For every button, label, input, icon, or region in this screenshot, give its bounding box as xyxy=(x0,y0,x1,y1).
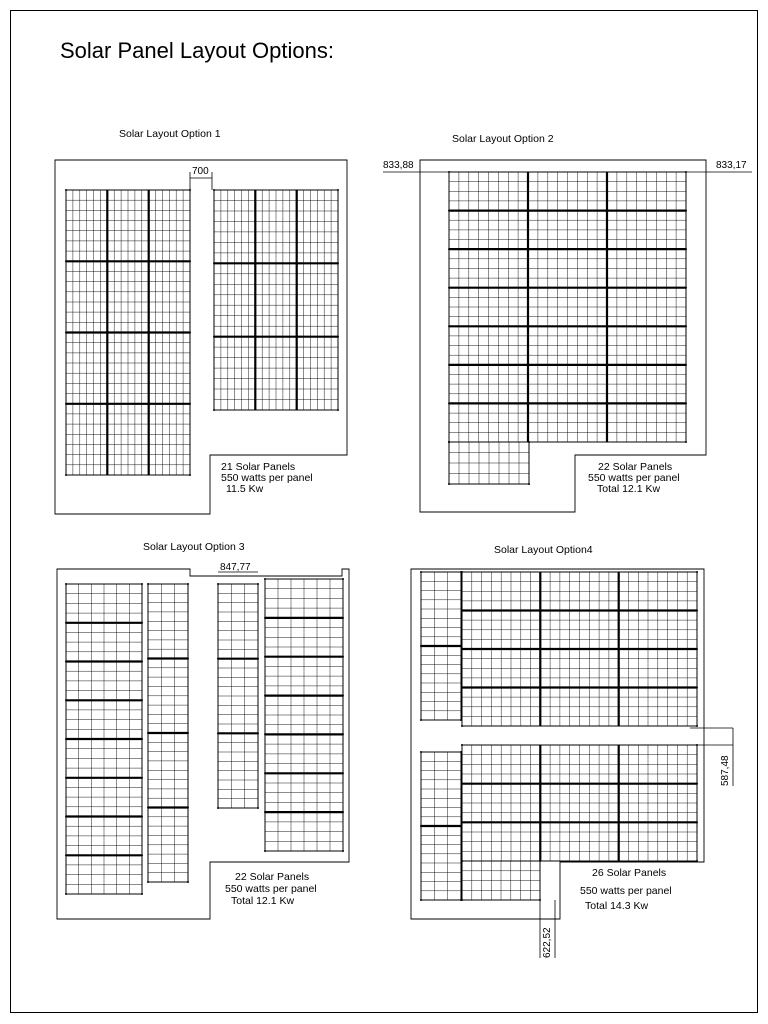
option-3-panel-array-1 xyxy=(65,583,143,895)
option-2-panel-count: 22 Solar Panels xyxy=(598,461,673,473)
option-1-panel-array-left xyxy=(65,189,191,476)
option-3-total: Total 12.1 Kw xyxy=(231,895,295,907)
option-4-label: Solar Layout Option4 xyxy=(494,544,593,556)
option-4-panel-array-main-bottom xyxy=(461,744,698,862)
option-2-panel-array-extra xyxy=(448,441,530,485)
option-3-label: Solar Layout Option 3 xyxy=(143,541,245,553)
dimension-833-88: 833,88 xyxy=(383,160,414,171)
option-1-panel-array-right xyxy=(213,189,339,411)
panel-arrays xyxy=(65,171,698,901)
option-3-panel-array-4 xyxy=(264,578,344,852)
option-4-panel-array-extra xyxy=(461,860,541,901)
dimension-587-48: 587,48 xyxy=(720,755,731,786)
option-4-panel-array-left-top xyxy=(420,571,462,721)
option-1-wattage: 550 watts per panel xyxy=(221,472,313,484)
dimension-622-52: 622,52 xyxy=(542,927,553,958)
option-2-panel-array-main xyxy=(448,171,687,443)
option-2-label: Solar Layout Option 2 xyxy=(452,133,554,145)
option-4-total: Total 14.3 Kw xyxy=(585,900,649,912)
page-title: Solar Panel Layout Options: xyxy=(60,38,334,63)
option-3-panel-array-3 xyxy=(217,583,259,809)
option-4-panel-array-left-bottom xyxy=(420,751,462,901)
option-1-total: 11.5 Kw xyxy=(226,483,264,495)
option-1-panel-count: 21 Solar Panels xyxy=(221,461,296,473)
option-3-panel-count: 22 Solar Panels xyxy=(235,871,310,883)
option-3-wattage: 550 watts per panel xyxy=(225,883,317,895)
option-4-panel-array-main-top xyxy=(461,571,698,727)
option-4-panel-count: 26 Solar Panels xyxy=(592,867,667,879)
option-2-wattage: 550 watts per panel xyxy=(588,472,680,484)
dimension-833-17: 833,17 xyxy=(716,160,747,171)
option-3-panel-array-2 xyxy=(147,583,189,883)
option-1-label: Solar Layout Option 1 xyxy=(119,128,221,140)
option-4-wattage: 550 watts per panel xyxy=(580,885,672,897)
dimension-847-77: 847,77 xyxy=(220,562,251,573)
option-2-total: Total 12.1 Kw xyxy=(597,483,661,495)
dimension-700: 700 xyxy=(192,166,209,177)
